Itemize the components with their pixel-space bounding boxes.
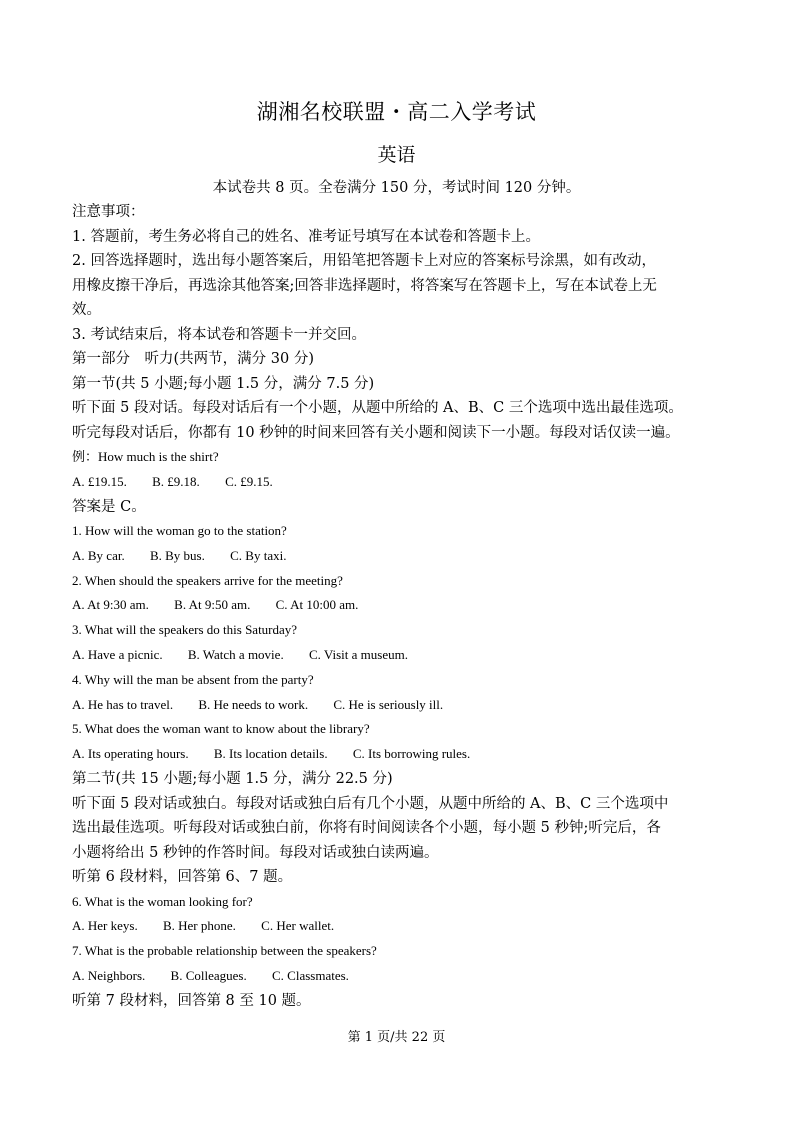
option: A. £19.15. xyxy=(72,473,127,489)
question-options xyxy=(72,643,732,668)
example-answer: 答案是 C。 xyxy=(72,498,146,515)
exam-subtitle: 本试卷共 8 页。全卷满分 150 分，考试时间 120 分钟。 xyxy=(212,180,581,196)
option: A. Its operating hours. xyxy=(72,746,189,762)
option: A. At 9:30 am. xyxy=(72,597,149,613)
note-line: 3. 考试结束后，将本试卷和答题卡一并交回。 xyxy=(72,326,366,343)
section2-header: 第二节(共 15 小题;每小题 1.5 分，满分 22.5 分) xyxy=(72,771,393,788)
option: C. He is seriously ill. xyxy=(333,696,444,712)
option: C. Visit a museum. xyxy=(308,647,408,663)
option: B. He needs to work. xyxy=(198,696,309,712)
option: A. By car. xyxy=(72,547,125,563)
section2-instruction: 小题将给出 5 秒钟的作答时间。每段对话或独白读两遍。 xyxy=(72,844,439,861)
option: A. Her keys. xyxy=(72,918,138,934)
subject-title: 英语 xyxy=(377,144,416,166)
option: B. Colleagues. xyxy=(170,967,247,983)
option: C. £9.15. xyxy=(225,473,273,489)
question-options xyxy=(72,693,732,718)
question: 6. What is the woman looking for? xyxy=(72,893,253,909)
option: B. Her phone. xyxy=(162,918,236,934)
exam-title: 湖湘名校联盟・高二入学考试 xyxy=(256,100,537,124)
option: B. Its location details. xyxy=(213,746,328,762)
question: 7. What is the probable relationship between the speakers? xyxy=(72,943,377,959)
section1-header: 第一节(共 5 小题;每小题 1.5 分，满分 7.5 分) xyxy=(72,375,375,392)
section2-instruction: 听下面 5 段对话或独白。每段对话或独白后有几个小题，从题中所给的 A、B、C 三个选项中 xyxy=(72,795,669,812)
note-line: 效。 xyxy=(72,302,101,318)
question-options xyxy=(72,964,732,989)
question: 5. What does the woman want to know about the library? xyxy=(72,721,370,737)
option: C. Her wallet. xyxy=(261,918,335,934)
notes-header: 注意事项： xyxy=(72,204,145,220)
section1-instruction: 听下面 5 段对话。每段对话后有一个小题，从题中所给的 A、B、C 三个选项中选出最佳选项。 xyxy=(72,400,683,416)
note-line: 用橡皮擦干净后，再选涂其他答案;回答非选择题时，将答案写在答题卡上，写在本试卷上无 xyxy=(72,277,657,294)
question-options xyxy=(72,742,732,767)
option: A. He has to travel. xyxy=(72,696,174,712)
example-options xyxy=(72,470,732,495)
option: B. Watch a movie. xyxy=(187,647,284,663)
page-footer: 第 1 页/共 22 页 xyxy=(347,1030,446,1045)
part1-header: 第一部分 听力(共两节，满分 30 分) xyxy=(72,351,314,367)
question-options xyxy=(72,914,732,939)
option: B. £9.18. xyxy=(152,473,200,489)
note-line: 2. 回答选择题时，选出每小题答案后，用铅笔把答题卡上对应的答案标号涂黑，如有改动， xyxy=(72,253,656,269)
option: C. Its borrowing rules. xyxy=(352,746,471,762)
material-header: 听第 7 段材料，回答第 8 至 10 题。 xyxy=(72,992,311,1009)
example-question: 例：How much is the shirt? xyxy=(72,449,219,464)
option: C. Classmates. xyxy=(271,967,349,983)
question-options xyxy=(72,593,732,618)
question: 3. What will the speakers do this Saturday? xyxy=(72,622,298,638)
question-options xyxy=(72,544,732,569)
question: 1. How will the woman go to the station? xyxy=(72,523,287,539)
option: C. By taxi. xyxy=(230,547,287,563)
exam-body xyxy=(72,200,732,1013)
option: B. At 9:50 am. xyxy=(174,597,251,613)
material-header: 听第 6 段材料，回答第 6、7 题。 xyxy=(72,869,293,886)
option: A. Have a picnic. xyxy=(72,647,163,663)
section2-instruction: 选出最佳选项。听每段对话或独白前，你将有时间阅读各个小题，每小题 5 秒钟;听完后，各 xyxy=(72,820,661,837)
section1-instruction: 听完每段对话后，你都有 10 秒钟的时间来回答有关小题和阅读下一小题。每段对话仅读一遍。 xyxy=(72,424,680,441)
option: C. At 10:00 am. xyxy=(275,597,359,613)
option: A. Neighbors. xyxy=(72,967,146,983)
question: 4. Why will the man be absent from the party? xyxy=(72,671,314,687)
question: 2. When should the speakers arrive for the meeting? xyxy=(72,572,343,588)
option: B. By bus. xyxy=(149,547,205,563)
note-line: 1. 答题前，考生务必将自己的姓名、准考证号填写在本试卷和答题卡上。 xyxy=(72,228,540,245)
